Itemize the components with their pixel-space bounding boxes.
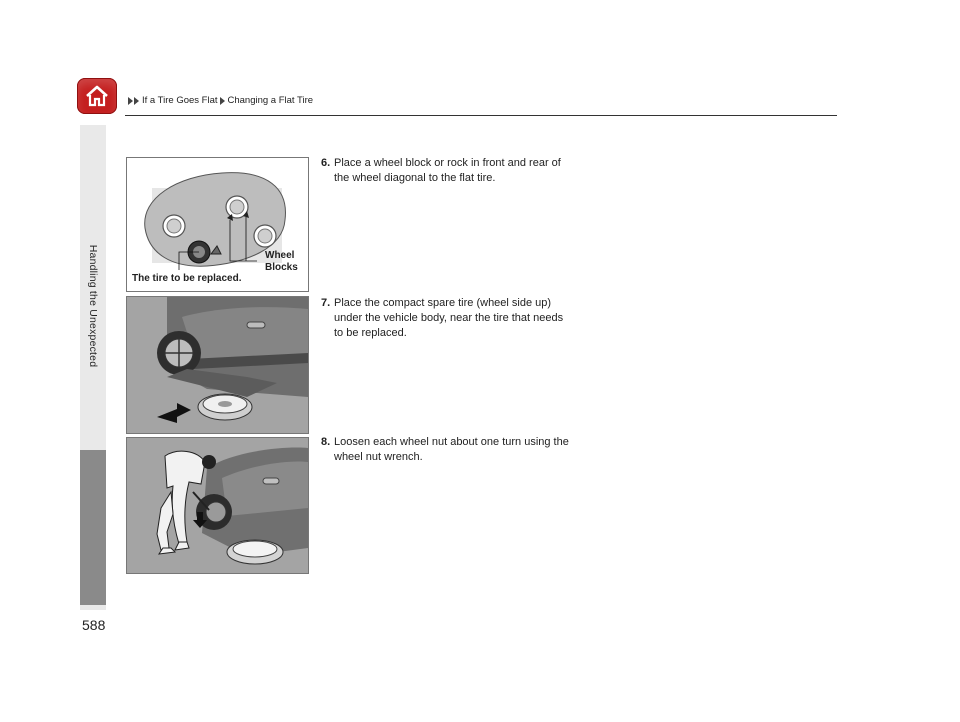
home-icon bbox=[84, 84, 110, 108]
section-label: Handling the Unexpected bbox=[87, 244, 99, 368]
home-button[interactable] bbox=[77, 78, 117, 114]
breadcrumb-arrow-icon bbox=[134, 97, 139, 105]
breadcrumb-link-flat-tire[interactable]: If a Tire Goes Flat bbox=[142, 95, 218, 106]
header-divider bbox=[125, 115, 837, 116]
step-6 bbox=[321, 156, 571, 186]
breadcrumb-arrow-icon bbox=[220, 97, 225, 105]
step-text: Loosen each wheel nut about one turn using the wheel nut wrench. bbox=[334, 436, 569, 463]
step-7 bbox=[321, 296, 571, 341]
step-number: 6. bbox=[321, 157, 331, 169]
step-8 bbox=[321, 435, 571, 465]
wheel-blocks-label-line1: Wheel bbox=[265, 250, 295, 261]
section-tab-active[interactable] bbox=[80, 450, 106, 605]
breadcrumb-current: Changing a Flat Tire bbox=[227, 95, 314, 106]
step-text: Place a wheel block or rock in front and rear of the wheel diagonal to the flat tire. bbox=[334, 157, 561, 184]
figure-spare-tire-placement bbox=[126, 296, 309, 434]
tire-to-replace-label: The tire to be replaced. bbox=[132, 273, 242, 284]
page-number: 588 bbox=[82, 617, 106, 633]
spare-tire-illustration bbox=[127, 297, 308, 433]
breadcrumb-arrow-icon bbox=[128, 97, 133, 105]
figure-loosen-wheel-nuts bbox=[126, 437, 309, 574]
figure-wheel-blocks bbox=[126, 157, 309, 292]
breadcrumb bbox=[128, 95, 315, 106]
step-number: 8. bbox=[321, 436, 331, 448]
step-text: Place the compact spare tire (wheel side up) under the vehicle body, near the tire that needs to be replaced. bbox=[334, 297, 564, 339]
wheel-blocks-label-line2: Blocks bbox=[265, 262, 298, 273]
step-number: 7. bbox=[321, 297, 331, 309]
loosen-nuts-illustration bbox=[127, 438, 308, 573]
